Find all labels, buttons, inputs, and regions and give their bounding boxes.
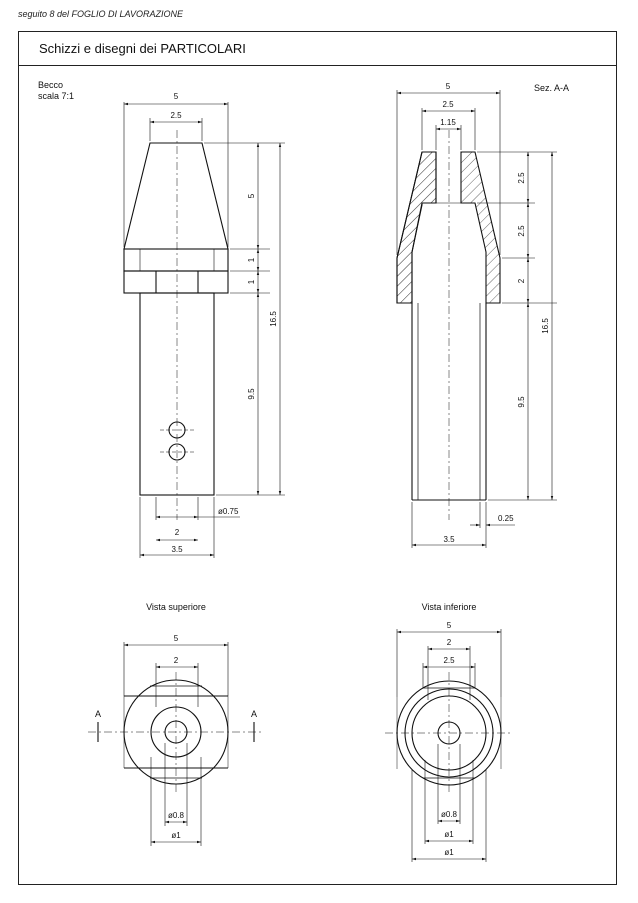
- front-view: [124, 130, 228, 520]
- section-label: Sez. A-A: [534, 83, 570, 93]
- section-dim-seg3: 2: [517, 278, 526, 284]
- part-label-scale: scala 7:1: [38, 91, 75, 101]
- top-dim-hole: ø0.8: [167, 811, 185, 820]
- section-dim-top-width: 5: [445, 82, 451, 91]
- bottom-dim-flat: 2: [446, 638, 452, 647]
- part-label-name: Becco: [38, 80, 64, 90]
- bottom-dim-hole: ø0.8: [440, 810, 458, 819]
- header-note: seguito 8 del FOGLIO DI LAVORAZIONE: [18, 9, 184, 19]
- bottom-view: [385, 672, 513, 792]
- front-dim-hole-spacing: 2: [174, 528, 180, 537]
- section-dim-bore-top: 1.15: [440, 118, 456, 127]
- top-view-label: Vista superiore: [146, 602, 206, 612]
- front-dim-hole-diam: ø0.75: [218, 507, 239, 516]
- section-dim-seg1: 2.5: [517, 172, 526, 184]
- section-dim-total-height: 16.5: [541, 318, 550, 334]
- bottom-view-label: Vista inferiore: [421, 602, 477, 612]
- frame-title: Schizzi e disegni dei PARTICOLARI: [39, 41, 246, 56]
- top-dim-outer: 5: [173, 634, 179, 643]
- section-dim-shank-height: 9.5: [517, 396, 526, 408]
- section-mark-right: A: [250, 709, 258, 719]
- front-dim-shank-width: 3.5: [171, 545, 183, 554]
- section-mark-left: A: [94, 709, 102, 719]
- bottom-dim-bore: ø1: [444, 830, 454, 839]
- front-dim-tip-width: 2.5: [170, 111, 182, 120]
- front-dim-flange1: 1: [247, 257, 256, 263]
- front-dim-cone-height: 5: [247, 193, 256, 199]
- section-view: [397, 130, 500, 520]
- front-view-flange-bottom: [124, 271, 228, 293]
- top-dim-inner: 2: [173, 656, 179, 665]
- front-view-flange-top: [124, 249, 228, 271]
- front-dim-flange2: 1: [247, 279, 256, 285]
- front-view-dims: [124, 102, 285, 558]
- bottom-dim-body: ø1: [444, 848, 454, 857]
- section-right-wall: [461, 152, 500, 303]
- front-view-cone: [124, 143, 228, 249]
- top-dim-bore: ø1: [171, 831, 181, 840]
- section-dim-wall: 0.25: [498, 514, 514, 523]
- front-dim-total-height: 16.5: [269, 311, 278, 327]
- front-dim-shank-height: 9.5: [247, 388, 256, 400]
- bottom-dim-outer: 5: [446, 621, 452, 630]
- front-dim-top-width: 5: [173, 92, 179, 101]
- section-dim-shank-width: 3.5: [443, 535, 455, 544]
- bottom-dim-inner: 2.5: [443, 656, 455, 665]
- top-view: [88, 672, 262, 792]
- section-dim-mid-width: 2.5: [442, 100, 454, 109]
- section-dim-seg2: 2.5: [517, 225, 526, 237]
